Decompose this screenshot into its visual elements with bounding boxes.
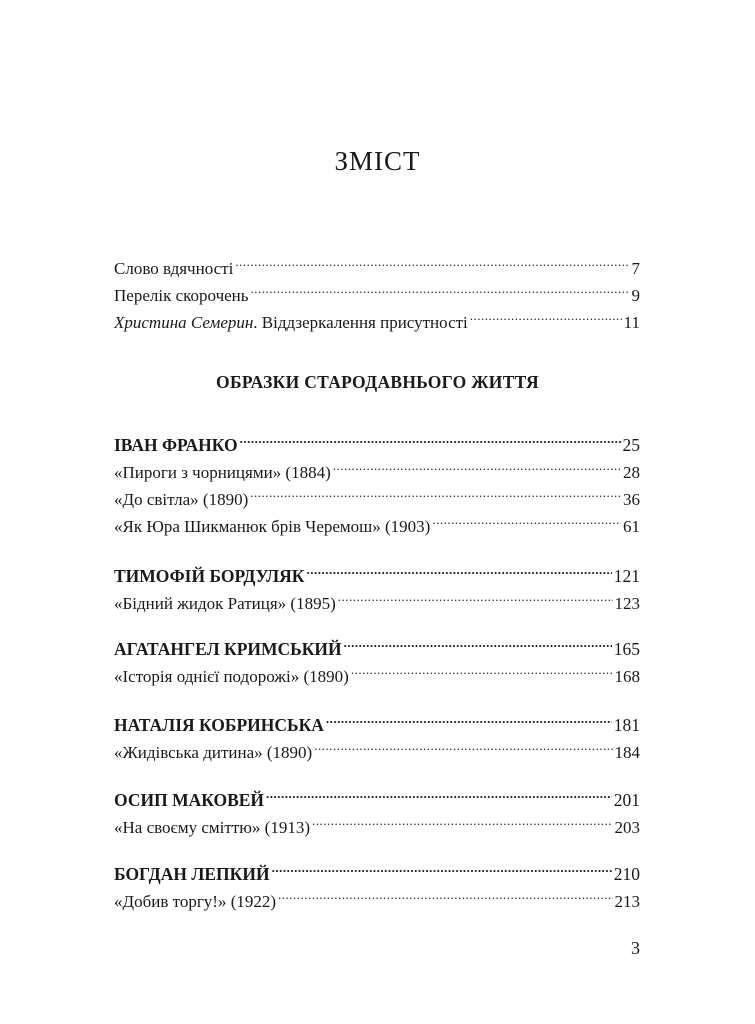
- entry-page: 213: [614, 892, 640, 911]
- entry-page: 181: [613, 715, 640, 735]
- dot-leader: [240, 424, 621, 451]
- entry-page: 165: [613, 639, 640, 659]
- dot-leader: [333, 451, 621, 478]
- work-title: «Як Юра Шикманюк брів Черемош» (1903): [114, 517, 431, 536]
- page-title: ЗМІСТ: [334, 146, 421, 176]
- dot-leader: [432, 505, 621, 532]
- entry-page: 36: [623, 490, 640, 509]
- work-title: «На своєму сміттю» (1913): [114, 818, 310, 837]
- toc-entry[interactable]: [114, 247, 640, 278]
- author-name: БОГДАН ЛЕПКИЙ: [114, 864, 270, 884]
- entry-page: 25: [622, 435, 640, 455]
- dot-leader: [278, 880, 612, 907]
- entry-page: 184: [614, 743, 640, 762]
- entry-page: 203: [614, 818, 640, 837]
- author-section: [114, 424, 640, 536]
- entry-page: 11: [623, 313, 640, 332]
- entry-page: 168: [614, 667, 640, 686]
- entry-page: 210: [613, 864, 640, 884]
- author-section: [114, 704, 640, 762]
- entry-label: Перелік скорочень: [114, 286, 249, 305]
- author-name: НАТАЛІЯ КОБРИНСЬКА: [114, 715, 324, 735]
- work-title: «До світла» (1890): [114, 490, 249, 509]
- dot-leader: [351, 655, 613, 682]
- page-number: 3: [631, 938, 640, 958]
- essay-title: . Віддзеркалення присутності: [253, 313, 468, 332]
- entry-page: 9: [631, 286, 640, 305]
- dot-leader: [338, 582, 613, 609]
- dot-leader: [326, 704, 612, 731]
- dot-leader: [344, 628, 612, 655]
- dot-leader: [250, 478, 621, 505]
- author-name: ІВАН ФРАНКО: [114, 435, 238, 455]
- entry-page: 123: [614, 594, 640, 613]
- work-title: «Бідний жидок Ратиця» (1895): [114, 594, 336, 613]
- entry-page: 201: [613, 790, 640, 810]
- entry-page: 7: [631, 259, 640, 278]
- author-entry[interactable]: [114, 779, 640, 810]
- author-entry[interactable]: [114, 555, 640, 586]
- dot-leader: [470, 301, 622, 328]
- front-matter-list: [114, 247, 640, 332]
- work-title: «Історія однієї подорожі» (1890): [114, 667, 349, 686]
- author-entry[interactable]: [114, 853, 640, 884]
- author-name: АГАТАНГЕЛ КРИМСЬКИЙ: [114, 639, 342, 659]
- author-section: [114, 628, 640, 686]
- entry-page: 28: [623, 463, 640, 482]
- dot-leader: [251, 274, 630, 301]
- work-title: «Добив торгу!» (1922): [114, 892, 277, 911]
- entry-label: [114, 309, 468, 336]
- author-entry[interactable]: [114, 628, 640, 659]
- dot-leader: [266, 779, 612, 806]
- dot-leader: [307, 555, 612, 582]
- entry-page: 61: [623, 517, 640, 536]
- work-title: «Пироги з чорницями» (1884): [114, 463, 331, 482]
- entry-page: 121: [613, 566, 640, 586]
- author-name-italic: Христина Семерин: [114, 313, 254, 332]
- author-section: [114, 779, 640, 837]
- entry-label: Слово вдячності: [114, 259, 234, 278]
- author-name: ТИМОФІЙ БОРДУЛЯК: [114, 566, 305, 586]
- dot-leader: [314, 731, 612, 758]
- author-entry[interactable]: [114, 704, 640, 735]
- dot-leader: [272, 853, 612, 880]
- author-name: ОСИП МАКОВЕЙ: [114, 790, 265, 810]
- author-entry[interactable]: [114, 424, 640, 455]
- section-heading: ОБРАЗКИ СТАРОДАВНЬОГО ЖИТТЯ: [216, 372, 539, 392]
- dot-leader: [235, 247, 629, 274]
- work-title: «Жидівська дитина» (1890): [114, 743, 313, 762]
- dot-leader: [312, 806, 613, 833]
- author-section: [114, 555, 640, 613]
- author-section: [114, 853, 640, 911]
